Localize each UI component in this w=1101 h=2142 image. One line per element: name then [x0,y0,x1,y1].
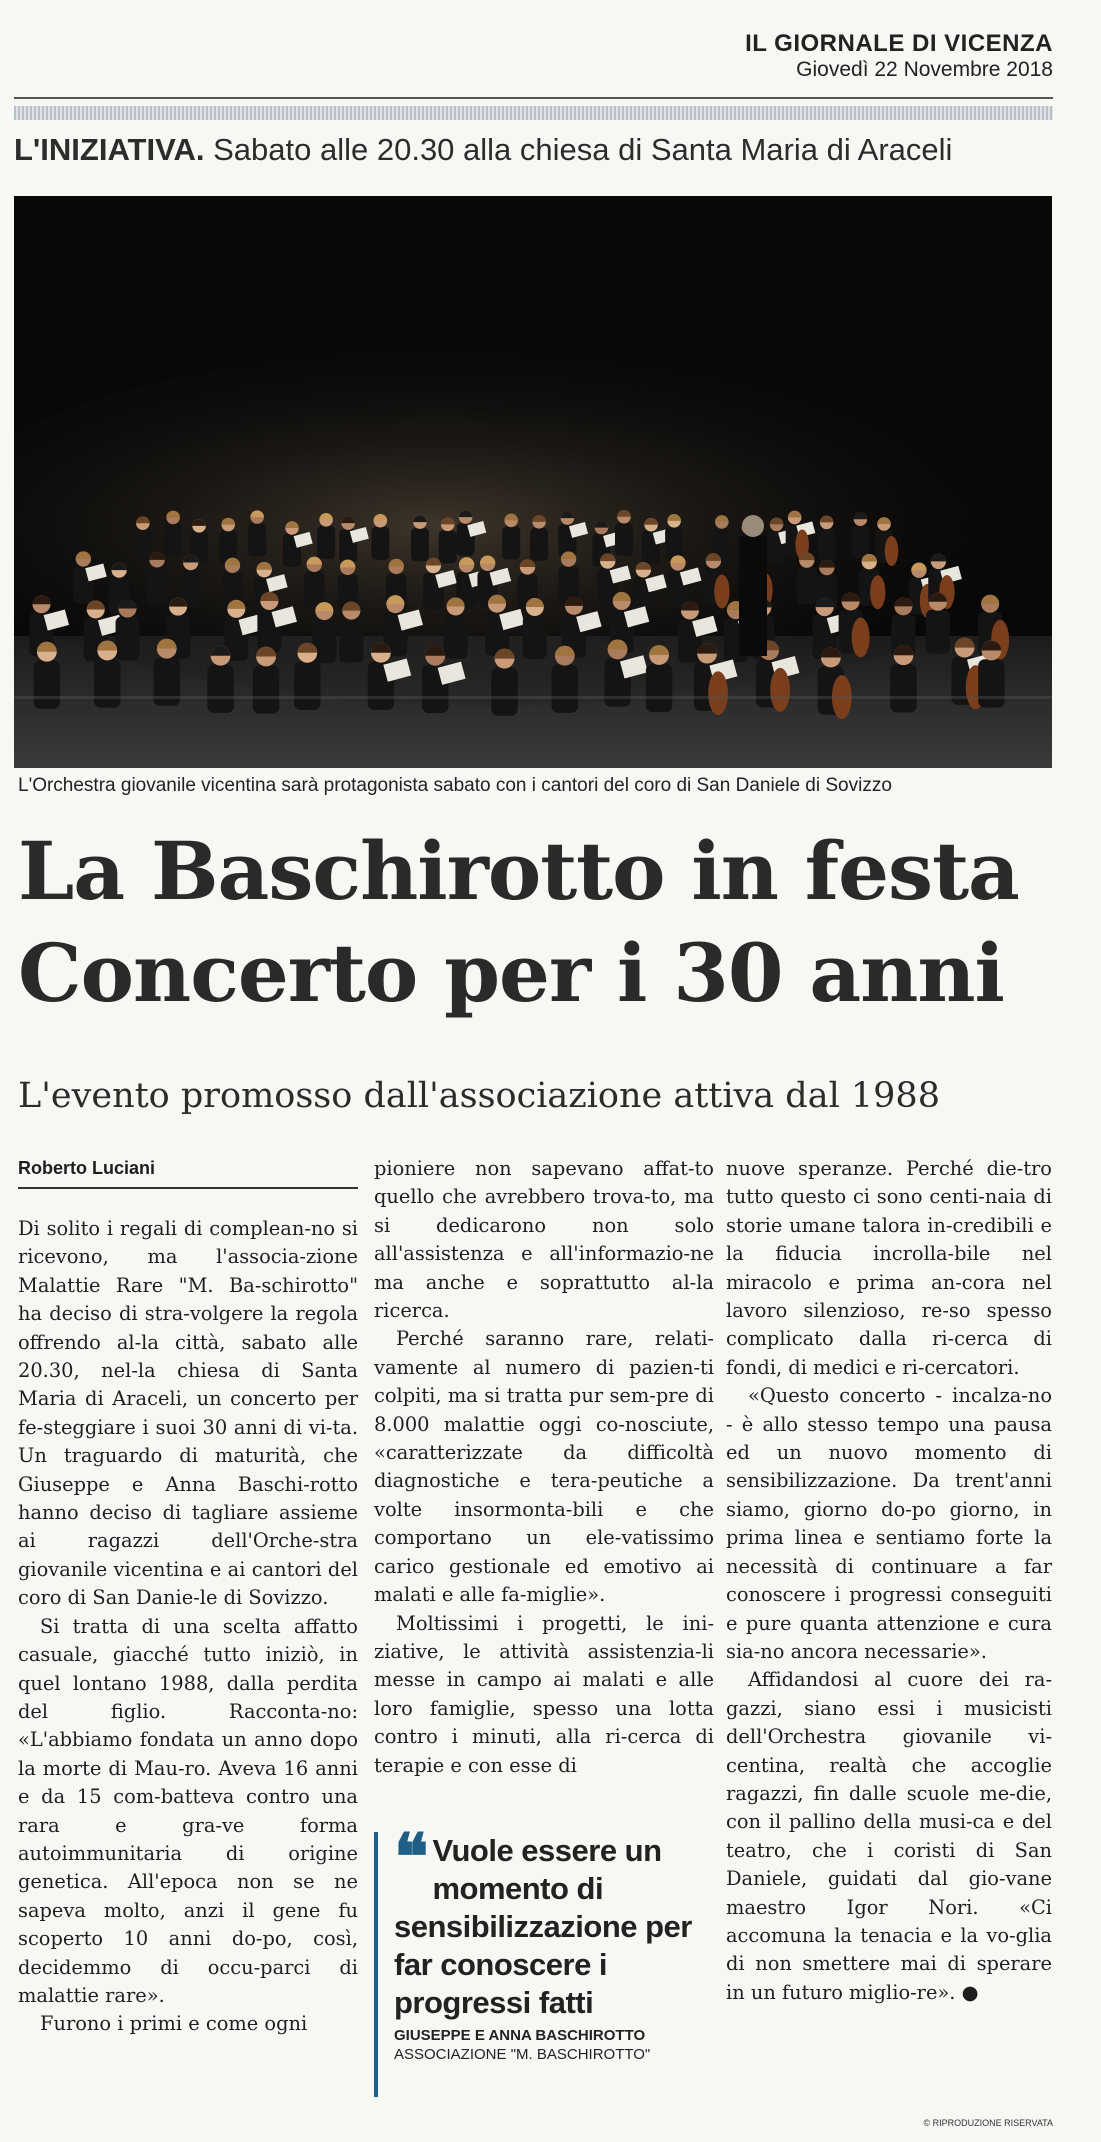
orchestra-photo [14,196,1052,768]
masthead [745,30,1053,82]
musician-body [164,523,182,556]
byline: Roberto Luciani [18,1155,358,1189]
copyright-notice: © RIPRODUZIONE RISERVATA [923,2118,1053,2128]
musician-body [530,528,548,561]
musician-body [926,610,950,654]
musician-body [253,665,279,713]
paragraph: nuove speranze. Perché die-tro tutto questo ci sono centi-naia di storie umane talora in-credibili e la fiducia incrolla-bile nel miracolo e prima an-cora nel lavoro silenzioso, re-so spesso complicato dalla ri-cerca di fondi, di medici e ri-cercatori. [726,1157,1052,1379]
cello-instrument [708,671,728,715]
cello-instrument [852,617,870,657]
header-rule [14,97,1053,99]
kicker-label: L'INIZIATIVA. [14,132,205,167]
musician-body [797,567,817,604]
header-band [14,106,1053,120]
paragraph: Si tratta di una scelta affatto casuale, giacché tutto iniziò, in quel lontano 1988, dalla perdita del figlio. Racconta-no: «L'abbiamo fondata un anno dopo la morte di Mau-ro. Aveva 16 anni e da 15 com-batteva contro una rara e gra-ve forma autoimmunitaria di origine genetica. All'epoca non se ne sapeva molto, anzi il gene fu scoperto 10 anni do-po, così, decidemmo di occu-parci di malattie rare». [18,1614,358,2007]
photo-caption: L'Orchestra giovanile vicentina sarà protagonista sabato con i cantori del coro di San Daniele di Sovizzo [18,775,892,796]
musician-body [523,615,547,659]
paragraph: Moltissimi i progetti, le ini-ziative, le attività assistenzia-li messe in campo ai malati e alle loro famiglie, spesso una lotta contro i minuti, alla ri-cerca di terapie e con esse di [374,1611,714,1777]
musician-body [851,525,869,558]
musician-body [646,664,672,712]
article-column-1 [18,1155,358,2039]
musician-body [94,659,120,707]
musician-body [371,527,389,560]
musician-body [890,664,916,712]
musician-body [502,526,520,559]
kicker-text: Sabato alle 20.30 alla chiesa di Santa Maria di Araceli [213,132,953,167]
cello-instrument [714,574,729,608]
conductor-figure [739,536,767,656]
pull-quote-text: Vuole essere un momento di sensibilizzazione per far conoscere i progressi fatti [394,1833,692,2020]
musician-body [134,529,152,562]
paragraph: Perché saranno rare, relati-vamente al numero di pazien-ti colpiti, ma si tratta pur sem-pre di 8.000 malattie oggi co-nosciute, «caratterizzate da difficoltà diagnostiche e tera-peutiche a volte insormonta-bili e che comportano un ele-vatissimo carico gestionale ed emotivo ai malati e alle fa-miglie». [374,1327,714,1607]
newspaper-name: IL GIORNALE DI VICENZA [745,30,1053,57]
musician-body [491,667,517,715]
headline [18,820,1061,1024]
article-column-2 [374,1155,714,1780]
paragraph: Affidandosi al cuore dei ra-gazzi, siano essi i musicisti dell'Orchestra giovanile vi-centina, realtà che accoglie ragazzi, fin dalle scuole me-die, con il pallino della musi-ca e del teatro, che i coristi di San Daniele, guidati dal gio-vane maestro Igor Nori. «Ci accomuna la tenacia e la vo-glia di non smettere mai di sperare in un futuro miglio-re». ● [726,1668,1052,2004]
paragraph: «Questo concerto - incalza-no - è allo stesso tempo una pausa ed un nuovo momento di sensibilizzazione. Da trent'anni siamo, giorno do-po giorno, in prima linea e sentiamo forte la necessità di continuare a far conoscere i progressi conseguiti e pure quanta attenzione e cura sia-no ancora necessarie». [726,1384,1052,1663]
musician-body [978,659,1004,707]
cello-instrument [770,668,790,712]
musician-body [439,530,457,563]
paragraph: Di solito i regali di complean-no si ricevono, ma l'associa-zione Malattie Rare "M. Ba-schirotto" ha deciso di stra-volgere la regola offrendo al-la città, sabato alle 20.30, nel-la chiesa di Santa Maria di Araceli, un concerto per fe-steggiare i suoi 30 anni di vi-ta. Un traguardo di maturità, che Giuseppe e Anna Baschi-rotto hanno deciso di tagliare assieme ai ragazzi dell'Orche-stra giovanile vicentina e ai cantori del coro di San Danie-le di Sovizzo. [18,1217,358,1610]
musician-body [444,614,468,658]
paragraph: pioniere non sapevano affat-to quello che avrebbero trova-to, ma si dedicarono non solo all'assistenza e all'informazio-ne ma anche e soprattutto al-la ricerca. [374,1157,714,1323]
issue-date: Giovedì 22 Novembre 2018 [796,58,1053,81]
orchestra-photo-image [14,196,1052,768]
musician-body [116,617,140,661]
quote-mark-icon: ❝ [394,1821,423,1893]
subheadline: L'evento promosso dall'associazione attiva dal 1988 [18,1076,940,1116]
musician-body [411,528,429,561]
musician-body [339,619,363,663]
musician-body [34,660,60,708]
musician-body [615,523,633,556]
kicker [14,128,1053,172]
paragraph: Furono i primi e come ogni [40,2012,308,2036]
pull-quote-author: GIUSEPPE E ANNA BASCHIROTTO [394,2027,646,2044]
article-column-3 [726,1155,1052,2007]
musician-body [818,528,836,561]
headline-line-2: Concerto per i 30 anni [18,926,1004,1020]
pull-quote [374,1821,714,2097]
pull-quote-organization: ASSOCIAZIONE "M. BASCHIROTTO" [394,2046,651,2063]
cello-instrument [885,536,899,566]
musician-body [294,662,320,710]
conductor-head [742,515,764,537]
cello-instrument [870,575,885,609]
musician-body [665,527,683,560]
musician-body [248,523,266,556]
musician-body [207,665,233,713]
musician-body [317,526,335,559]
musician-body [147,567,167,604]
headline-line-1: La Baschirotto in festa [18,824,1019,918]
musician-body [552,664,578,712]
